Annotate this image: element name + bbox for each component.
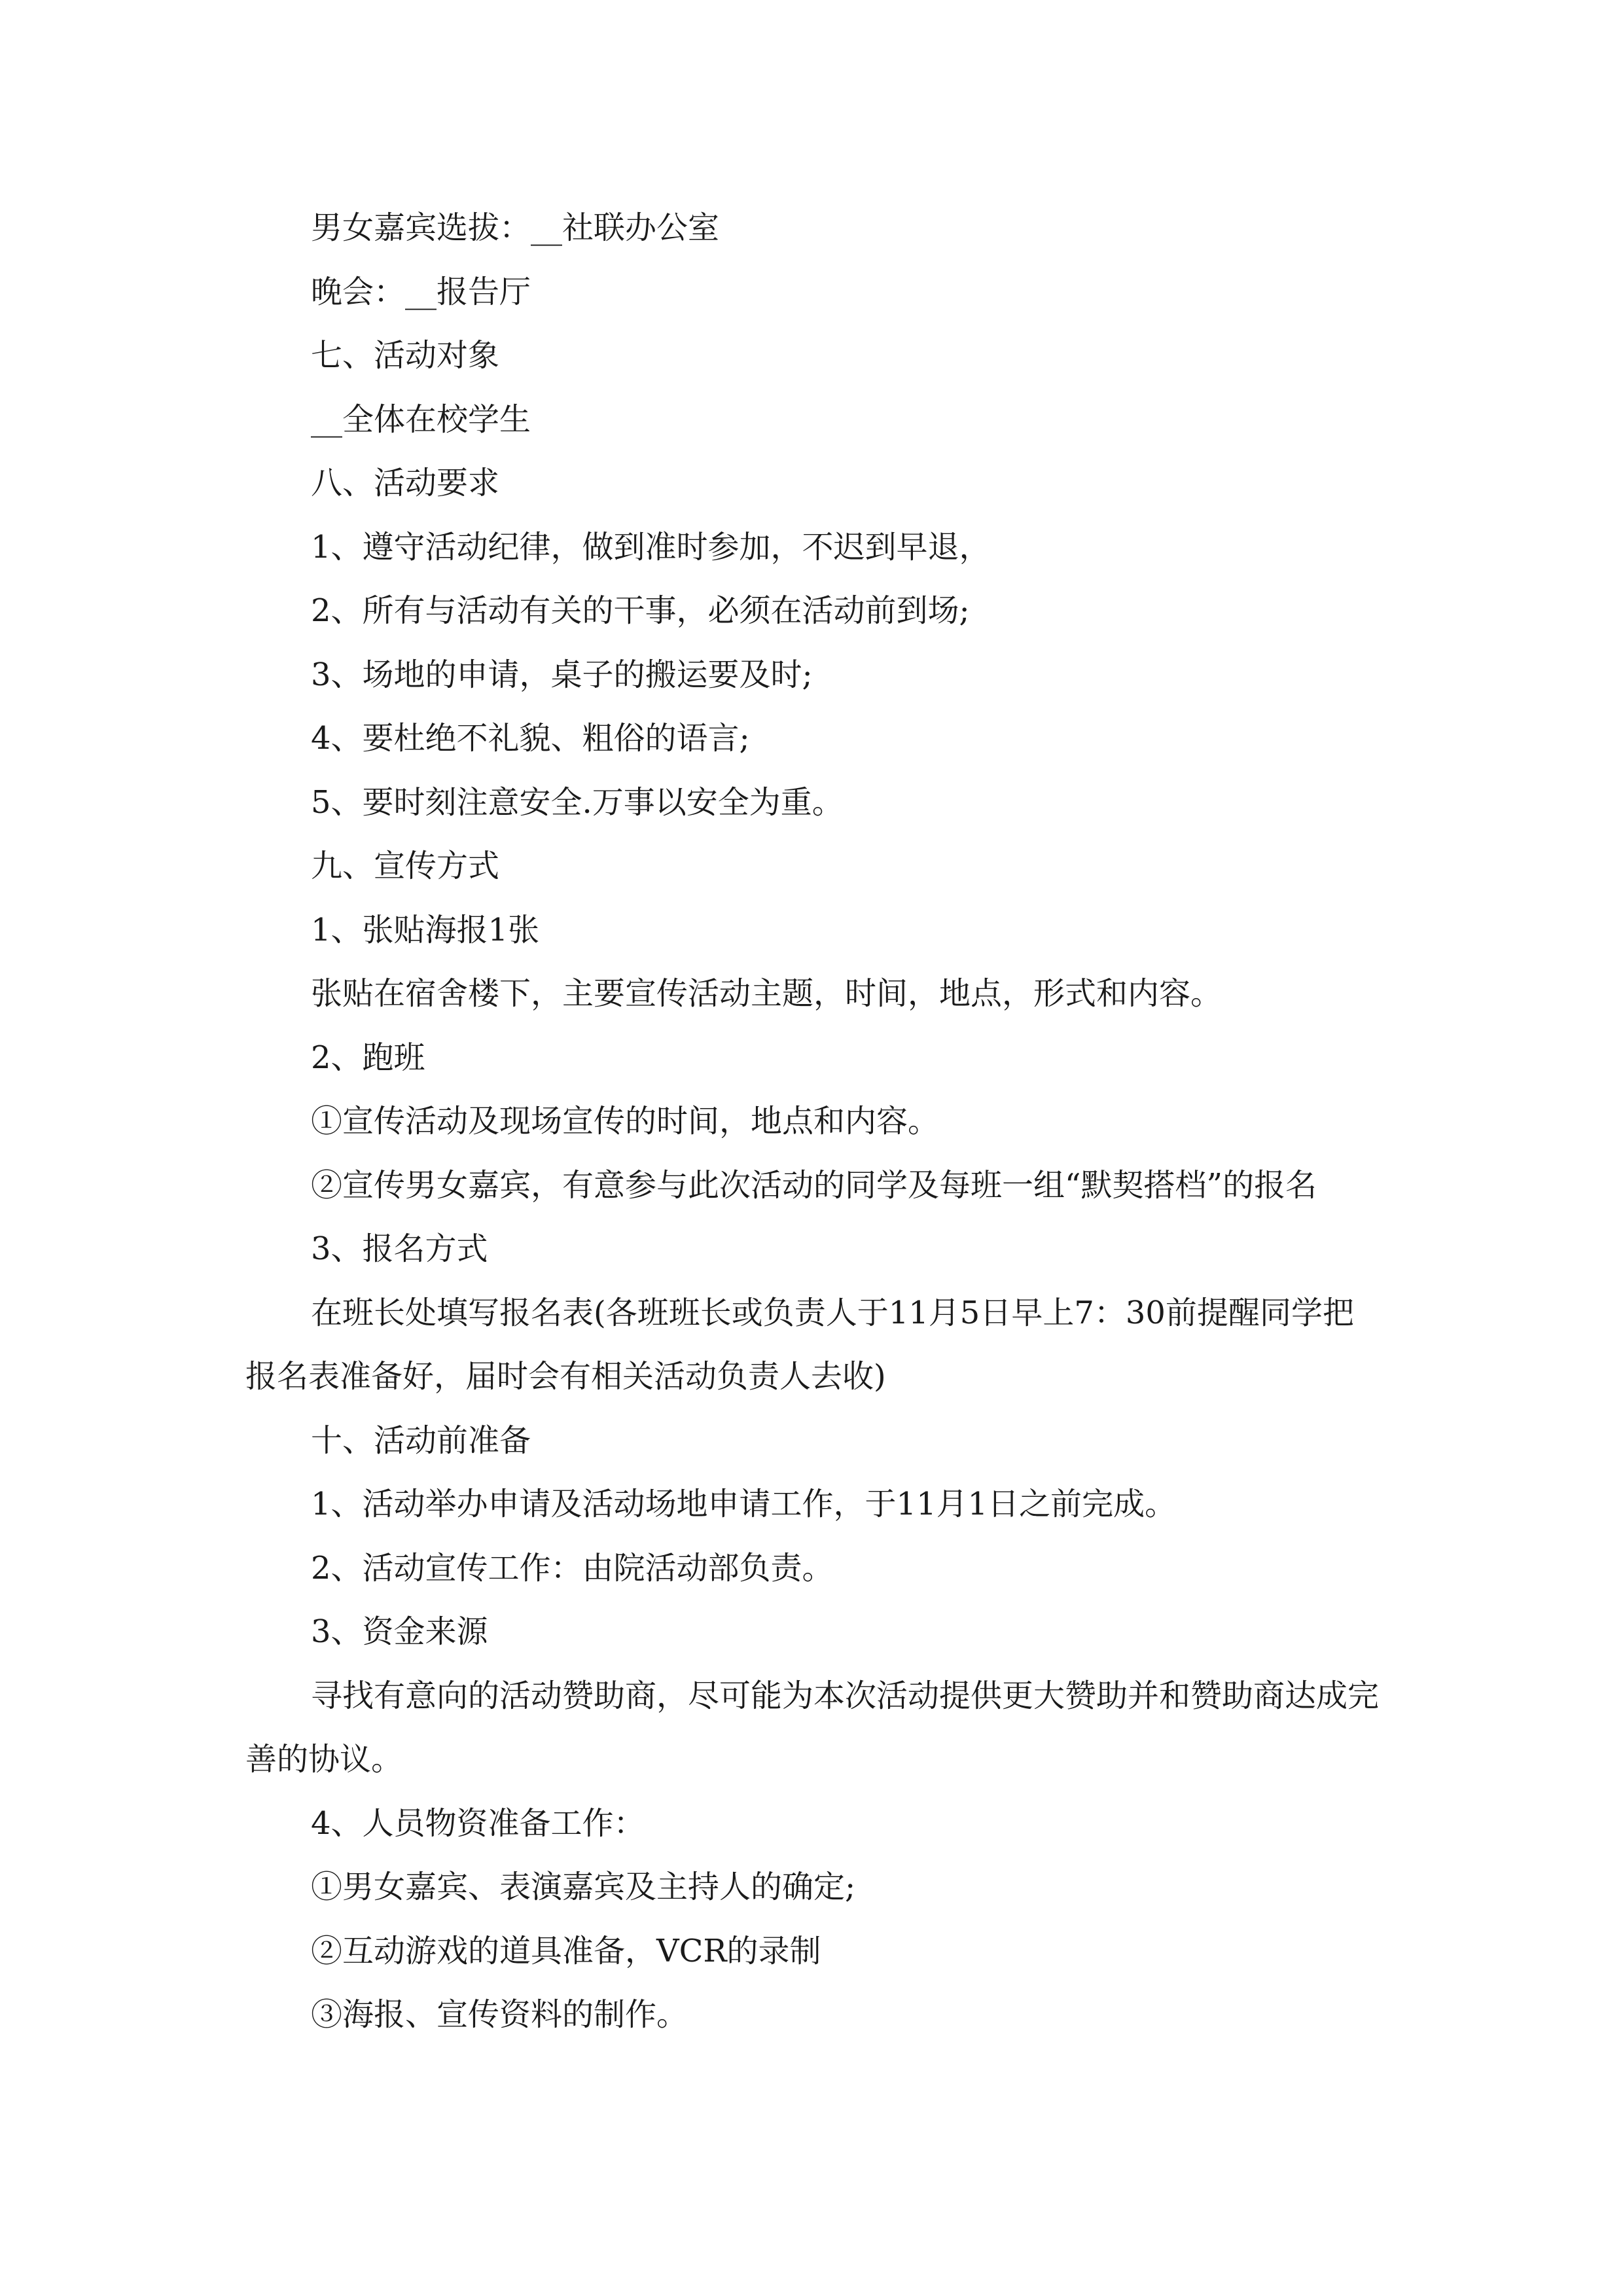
promotion-item-class-visits: 2、跑班: [311, 1039, 425, 1076]
preparation-item-2: 2、活动宣传工作：由院活动部负责。: [311, 1549, 834, 1587]
paragraph-poster-detail: 张贴在宿舍楼下，主要宣传活动主题，时间，地点，形式和内容。: [311, 975, 1222, 1012]
paragraph-registration-detail: 在班长处填写报名表(各班班长或负责人于11月5日早上7：30前提醒同学把报名表准备好，届时会有相关活动负责人去收): [245, 1294, 1354, 1395]
class-visit-point-2: ②宣传男女嘉宾，有意参与此次活动的同学及每班一组“默契搭档”的报名: [311, 1166, 1317, 1204]
paragraph-venue-gala: 晚会：__报告厅: [311, 273, 531, 310]
promotion-item-poster: 1、张贴海报1张: [311, 911, 540, 948]
class-visit-point-1: ①宣传活动及现场宣传的时间，地点和内容。: [311, 1103, 940, 1139]
materials-point-1: ①男女嘉宾、表演嘉宾及主持人的确定;: [311, 1869, 856, 1905]
requirement-item-4: 4、要杜绝不礼貌、粗俗的语言;: [311, 720, 750, 757]
heading-promotion-methods: 九、宣传方式: [311, 848, 500, 884]
paragraph-venue-selection: 男女嘉宾选拔：__社联办公室: [311, 209, 720, 246]
promotion-item-registration: 3、报名方式: [311, 1230, 488, 1267]
materials-point-2: ②互动游戏的道具准备，VCR的录制: [311, 1932, 821, 1969]
paragraph-funding-detail: 寻找有意向的活动赞助商，尽可能为本次活动提供更大赞助并和赞助商达成完善的协议。: [245, 1677, 1380, 1778]
paragraph-target-students: __全体在校学生: [311, 401, 531, 438]
heading-activity-target: 七、活动对象: [311, 337, 500, 374]
heading-activity-requirements: 八、活动要求: [311, 465, 500, 501]
preparation-item-4: 4、人员物资准备工作：: [311, 1804, 645, 1842]
preparation-item-1: 1、活动举办申请及活动场地申请工作，于11月1日之前完成。: [311, 1486, 1177, 1522]
requirement-item-1: 1、遵守活动纪律，做到准时参加，不迟到早退，: [311, 528, 991, 565]
requirement-item-5: 5、要时刻注意安全.万事以安全为重。: [311, 783, 844, 821]
document-body: [245, 196, 1384, 2047]
requirement-item-2: 2、所有与活动有关的干事，必须在活动前到场;: [311, 592, 970, 629]
heading-pre-event-preparation: 十、活动前准备: [311, 1422, 531, 1459]
materials-point-3: ③海报、宣传资料的制作。: [311, 1996, 688, 2033]
preparation-item-3: 3、资金来源: [311, 1613, 488, 1650]
requirement-item-3: 3、场地的申请，桌子的搬运要及时;: [311, 656, 813, 693]
